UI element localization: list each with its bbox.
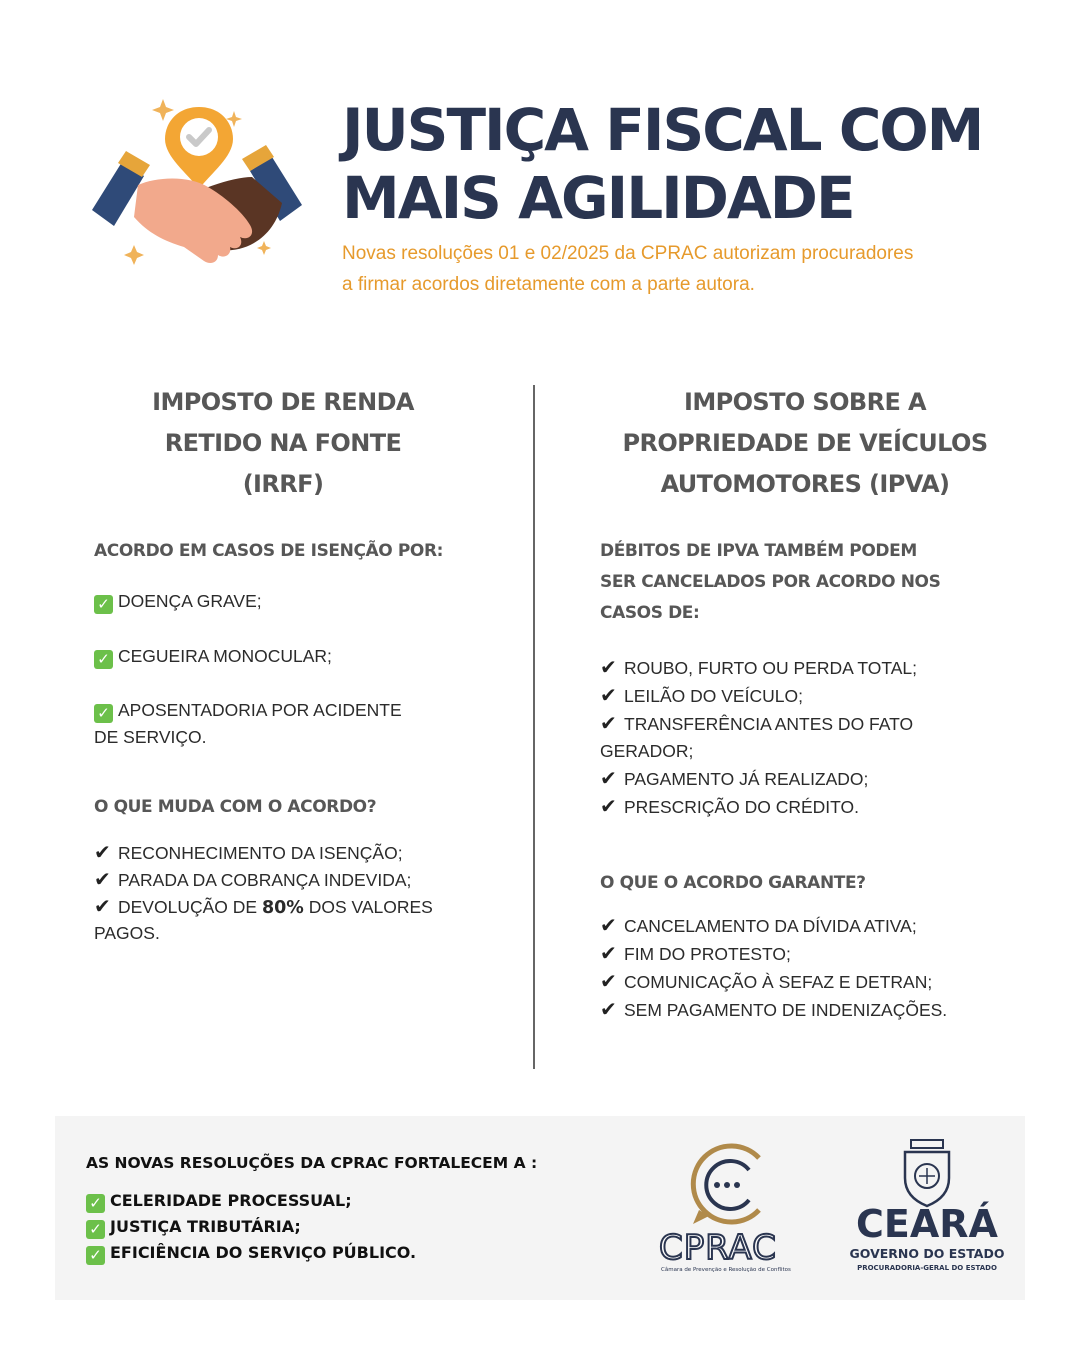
checkmark-icon: ✔ xyxy=(94,894,111,918)
ipva-title-line: IMPOSTO SOBRE A xyxy=(683,388,926,416)
irrf-title-line: IMPOSTO DE RENDA xyxy=(152,388,414,416)
checkmark-icon: ✔ xyxy=(600,655,617,679)
ceara-logo-title: CEARÁ xyxy=(856,1202,998,1246)
list-item-continuation: PAGOS. xyxy=(94,923,160,943)
green-check-icon: ✓ xyxy=(94,650,113,669)
checkmark-icon: ✔ xyxy=(600,941,617,965)
list-item: ✔ RECONHECIMENTO DA ISENÇÃO; xyxy=(94,840,403,864)
checkmark-icon: ✔ xyxy=(600,913,617,937)
list-item: ✓ CEGUEIRA MONOCULAR; xyxy=(94,643,332,670)
green-check-icon: ✓ xyxy=(94,595,113,614)
state-coat-of-arms-icon xyxy=(899,1138,955,1208)
checkmark-icon: ✔ xyxy=(600,711,617,735)
irrf-title xyxy=(95,382,471,505)
list-item: ✔ PAGAMENTO JÁ REALIZADO; xyxy=(600,766,869,790)
list-item: ✔ SEM PAGAMENTO DE INDENIZAÇÕES. xyxy=(600,997,948,1021)
list-item: ✔ CANCELAMENTO DA DÍVIDA ATIVA; xyxy=(600,913,917,937)
green-check-icon: ✓ xyxy=(86,1246,105,1265)
list-item-continuation: GERADOR; xyxy=(600,741,694,761)
cprac-emblem-icon xyxy=(655,1140,795,1230)
list-item: ✓ APOSENTADORIA POR ACIDENTE xyxy=(94,697,402,724)
list-item: ✔ FIM DO PROTESTO; xyxy=(600,941,791,965)
green-check-icon: ✓ xyxy=(86,1194,105,1213)
ipva-title-line: PROPRIEDADE DE VEÍCULOS xyxy=(622,429,988,457)
guarantees-list xyxy=(600,912,947,1024)
ipva-heading: DÉBITOS DE IPVA TAMBÉM PODEM SER CANCELADOS POR ACORDO NOS CASOS DE: xyxy=(600,541,941,623)
irrf-title-line: RETIDO NA FONTE xyxy=(164,429,402,457)
ipva-title-line: AUTOMOTORES (IPVA) xyxy=(660,470,950,498)
checkmark-icon: ✔ xyxy=(600,997,617,1021)
exemption-heading: ACORDO EM CASOS DE ISENÇÃO POR: xyxy=(94,541,444,561)
guarantees-heading: O QUE O ACORDO GARANTE? xyxy=(600,873,866,893)
ceara-logo-subtitle-2: PROCURADORIA-GERAL DO ESTADO xyxy=(857,1264,997,1272)
list-item: ✓ CELERIDADE PROCESSUAL; xyxy=(86,1188,416,1214)
irrf-title-line: (IRRF) xyxy=(242,470,324,498)
green-check-icon: ✓ xyxy=(86,1220,105,1239)
handshake-icon xyxy=(88,95,308,290)
list-item: ✔ COMUNICAÇÃO À SEFAZ E DETRAN; xyxy=(600,969,933,993)
footer-list xyxy=(86,1188,416,1266)
subtitle-line-1: Novas resoluções 01 e 02/2025 da CPRAC autorizam procuradores xyxy=(342,243,914,264)
list-item: ✔ PRESCRIÇÃO DO CRÉDITO. xyxy=(600,794,859,818)
list-item: ✔ ROUBO, FURTO OU PERDA TOTAL; xyxy=(600,655,918,679)
cprac-logo-subtext: Câmara de Prevenção e Resolução de Conflitos xyxy=(661,1267,791,1273)
footer-heading: AS NOVAS RESOLUÇÕES DA CPRAC FORTALECEM A : xyxy=(86,1154,538,1172)
green-check-icon: ✓ xyxy=(94,704,113,723)
list-item: ✔ DEVOLUÇÃO DE 80% DOS VALORES xyxy=(94,894,433,918)
subtitle xyxy=(342,238,1022,300)
ipva-title xyxy=(595,382,1015,505)
checkmark-icon: ✔ xyxy=(600,794,617,818)
list-item: ✔ TRANSFERÊNCIA ANTES DO FATO xyxy=(600,711,914,735)
column-divider xyxy=(533,385,535,1069)
list-item: ✓ DOENÇA GRAVE; xyxy=(94,588,262,615)
list-item: ✔ LEILÃO DO VEÍCULO; xyxy=(600,683,803,707)
list-item: ✓ JUSTIÇA TRIBUTÁRIA; xyxy=(86,1214,416,1240)
ipva-cases-list xyxy=(600,654,917,821)
title-line-1: JUSTIÇA FISCAL COM xyxy=(342,96,983,164)
checkmark-icon: ✔ xyxy=(94,840,111,864)
subtitle-line-2: a firmar acordos diretamente com a parte autora. xyxy=(342,274,755,295)
changes-heading: O QUE MUDA COM O ACORDO? xyxy=(94,797,377,817)
title-line-2: MAIS AGILIDADE xyxy=(342,164,854,232)
cprac-logo xyxy=(655,1140,795,1280)
list-item: ✔ PARADA DA COBRANÇA INDEVIDA; xyxy=(94,867,412,891)
list-item-continuation: DE SERVIÇO. xyxy=(94,727,207,747)
checkmark-icon: ✔ xyxy=(94,867,111,891)
ceara-logo-subtitle: GOVERNO DO ESTADO xyxy=(849,1246,1005,1261)
checkmark-icon: ✔ xyxy=(600,766,617,790)
page-title xyxy=(342,96,1042,232)
checkmark-icon: ✔ xyxy=(600,683,617,707)
checkmark-icon: ✔ xyxy=(600,969,617,993)
cprac-logo-text: CPRAC xyxy=(659,1228,777,1268)
ceara-logo xyxy=(846,1138,1008,1278)
list-item: ✓ EFICIÊNCIA DO SERVIÇO PÚBLICO. xyxy=(86,1240,416,1266)
